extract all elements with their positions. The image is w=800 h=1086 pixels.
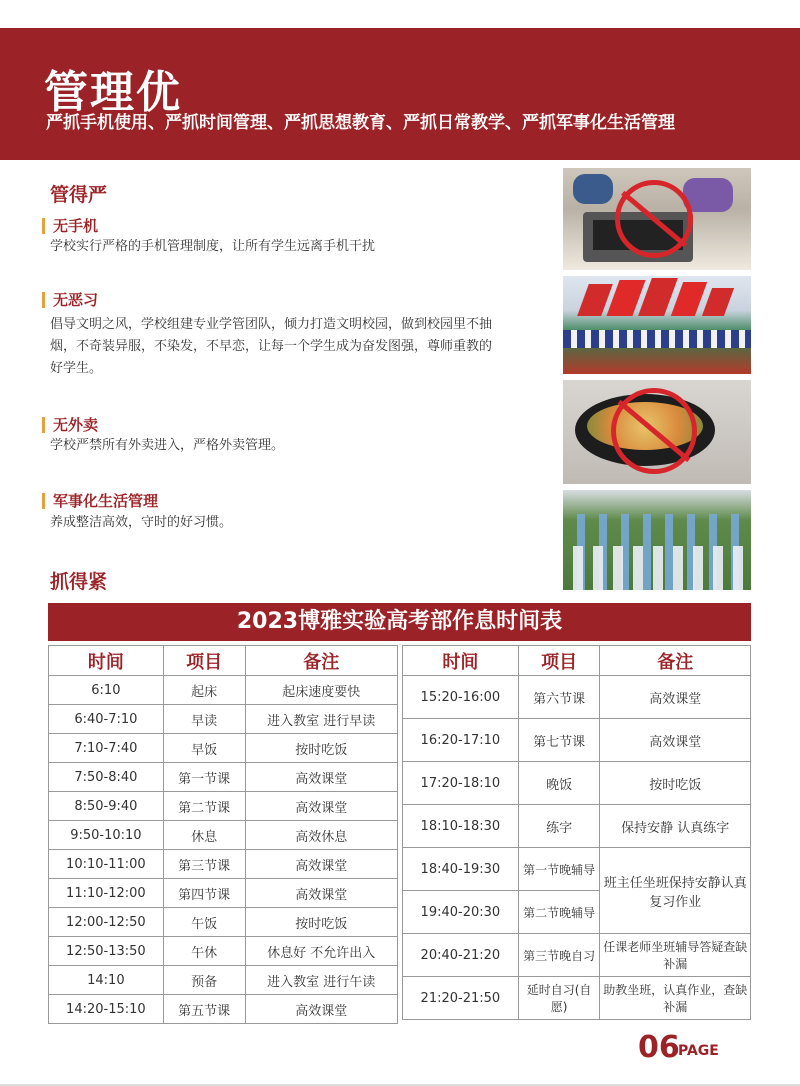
schedule-right-table (402, 645, 751, 1020)
cell-time: 9:50-10:10 (49, 821, 164, 850)
cell-item: 早饭 (163, 734, 245, 763)
prohibited-icon (615, 180, 693, 258)
flag-parade-photo (563, 276, 751, 374)
table-row (403, 762, 751, 805)
table-row (49, 705, 398, 734)
cell-item: 预备 (163, 966, 245, 995)
schedule-table (48, 603, 751, 1019)
page-title: 管理优 (44, 67, 182, 118)
item-desc-military-life: 养成整洁高效，守时的好习惯。 (50, 515, 233, 530)
cell-time: 21:20-21:50 (403, 977, 519, 1020)
page-subtitle: 严抓手机使用、严抓时间管理、严抓思想教育、严抓日常教学、严抓军事化生活管理 (46, 113, 675, 133)
cell-time: 15:20-16:00 (403, 676, 519, 719)
cell-note: 按时吃饭 (245, 908, 398, 937)
cell-time: 6:40-7:10 (49, 705, 164, 734)
cell-note: 进入教室 进行早读 (245, 705, 398, 734)
cell-item: 第七节课 (518, 719, 600, 762)
page-number: 06 (638, 1030, 680, 1065)
table-row (403, 977, 751, 1020)
cell-time: 18:40-19:30 (403, 848, 519, 891)
cell-item: 晚饭 (518, 762, 600, 805)
cell-note: 任课老师坐班辅导答疑查缺补漏 (600, 934, 751, 977)
cell-time: 17:20-18:10 (403, 762, 519, 805)
cell-note: 高效课堂 (245, 850, 398, 879)
item-title-no-bad-habits: 无恶习 (42, 292, 98, 308)
cell-item: 第五节课 (163, 995, 245, 1024)
table-row (49, 937, 398, 966)
cell-time: 12:50-13:50 (49, 937, 164, 966)
cell-time: 10:10-11:00 (49, 850, 164, 879)
cell-note: 高效课堂 (245, 763, 398, 792)
cell-time: 19:40-20:30 (403, 891, 519, 934)
header-time: 时间 (49, 646, 164, 676)
cell-note: 高效休息 (245, 821, 398, 850)
cell-item: 午休 (163, 937, 245, 966)
cell-item: 第六节课 (518, 676, 600, 719)
section-title-tight: 抓得紧 (50, 571, 108, 593)
table-row (49, 879, 398, 908)
cell-time: 14:10 (49, 966, 164, 995)
table-row (49, 966, 398, 995)
military-training-photo (563, 490, 751, 590)
table-row (403, 934, 751, 977)
cell-note: 休息好 不允许出入 (245, 937, 398, 966)
item-title-no-phone: 无手机 (42, 218, 98, 234)
cell-note: 起床速度要快 (245, 676, 398, 705)
cell-time: 12:00-12:50 (49, 908, 164, 937)
table-row (49, 908, 398, 937)
item-desc-no-phone: 学校实行严格的手机管理制度，让所有学生远离手机干扰 (50, 239, 376, 254)
section-title-strict: 管得严 (50, 184, 108, 206)
cell-item: 第二节晚辅导 (518, 891, 600, 934)
cell-note: 按时吃饭 (600, 762, 751, 805)
top-strip (0, 0, 800, 29)
header-time: 时间 (403, 646, 519, 676)
table-header-row (49, 646, 398, 676)
cell-item: 午饭 (163, 908, 245, 937)
schedule-left-table (48, 645, 398, 1024)
table-row (49, 995, 398, 1024)
cell-note: 班主任坐班保持安静认真复习作业 (600, 848, 751, 934)
no-takeout-photo (563, 380, 751, 484)
cell-note: 助教坐班，认真作业，查缺补漏 (600, 977, 751, 1020)
cell-note: 保持安静 认真练字 (600, 805, 751, 848)
table-row (403, 848, 751, 891)
header-item: 项目 (163, 646, 245, 676)
table-row (49, 763, 398, 792)
cell-time: 11:10-12:00 (49, 879, 164, 908)
cell-time: 8:50-9:40 (49, 792, 164, 821)
table-header-row (403, 646, 751, 676)
table-row (49, 676, 398, 705)
cell-time: 16:20-17:10 (403, 719, 519, 762)
cell-note: 高效课堂 (600, 676, 751, 719)
cell-item: 第四节课 (163, 879, 245, 908)
schedule-title: 2023博雅实验高考部作息时间表 (48, 603, 751, 641)
cell-item: 练字 (518, 805, 600, 848)
cell-item: 第二节课 (163, 792, 245, 821)
cell-item: 第三节晚自习 (518, 934, 600, 977)
table-row (49, 821, 398, 850)
cell-item: 早读 (163, 705, 245, 734)
no-phone-photo (563, 168, 751, 270)
header-banner (0, 28, 800, 160)
table-row (49, 734, 398, 763)
cell-item: 第一节晚辅导 (518, 848, 600, 891)
item-title-military-life: 军事化生活管理 (42, 493, 158, 509)
cell-note: 高效课堂 (245, 792, 398, 821)
header-note: 备注 (600, 646, 751, 676)
table-row (403, 805, 751, 848)
cell-time: 7:10-7:40 (49, 734, 164, 763)
item-title-no-takeout: 无外卖 (42, 417, 98, 433)
table-row (49, 792, 398, 821)
cell-time: 7:50-8:40 (49, 763, 164, 792)
cell-note: 高效课堂 (245, 995, 398, 1024)
header-note: 备注 (245, 646, 398, 676)
item-desc-no-bad-habits: 倡导文明之风，学校组建专业学管团队，倾力打造文明校园，做到校园里不抽烟，不奇装异服，不染发，不早恋，让每一个学生成为奋发图强，尊师重教的好学生。 (50, 317, 493, 376)
cell-note: 高效课堂 (245, 879, 398, 908)
cell-time: 18:10-18:30 (403, 805, 519, 848)
cell-item: 休息 (163, 821, 245, 850)
table-row (49, 850, 398, 879)
cell-note: 高效课堂 (600, 719, 751, 762)
cell-time: 14:20-15:10 (49, 995, 164, 1024)
page-label: PAGE (678, 1043, 719, 1059)
cell-item: 延时自习(自愿) (518, 977, 600, 1020)
header-item: 项目 (518, 646, 600, 676)
cell-item: 起床 (163, 676, 245, 705)
cell-time: 20:40-21:20 (403, 934, 519, 977)
cell-time: 6:10 (49, 676, 164, 705)
cell-note: 进入教室 进行午读 (245, 966, 398, 995)
table-row (403, 676, 751, 719)
cell-item: 第三节课 (163, 850, 245, 879)
cell-item: 第一节课 (163, 763, 245, 792)
item-desc-no-takeout: 学校严禁所有外卖进入，严格外卖管理。 (50, 438, 285, 453)
table-row (403, 719, 751, 762)
cell-note: 按时吃饭 (245, 734, 398, 763)
prohibited-icon (611, 388, 697, 474)
